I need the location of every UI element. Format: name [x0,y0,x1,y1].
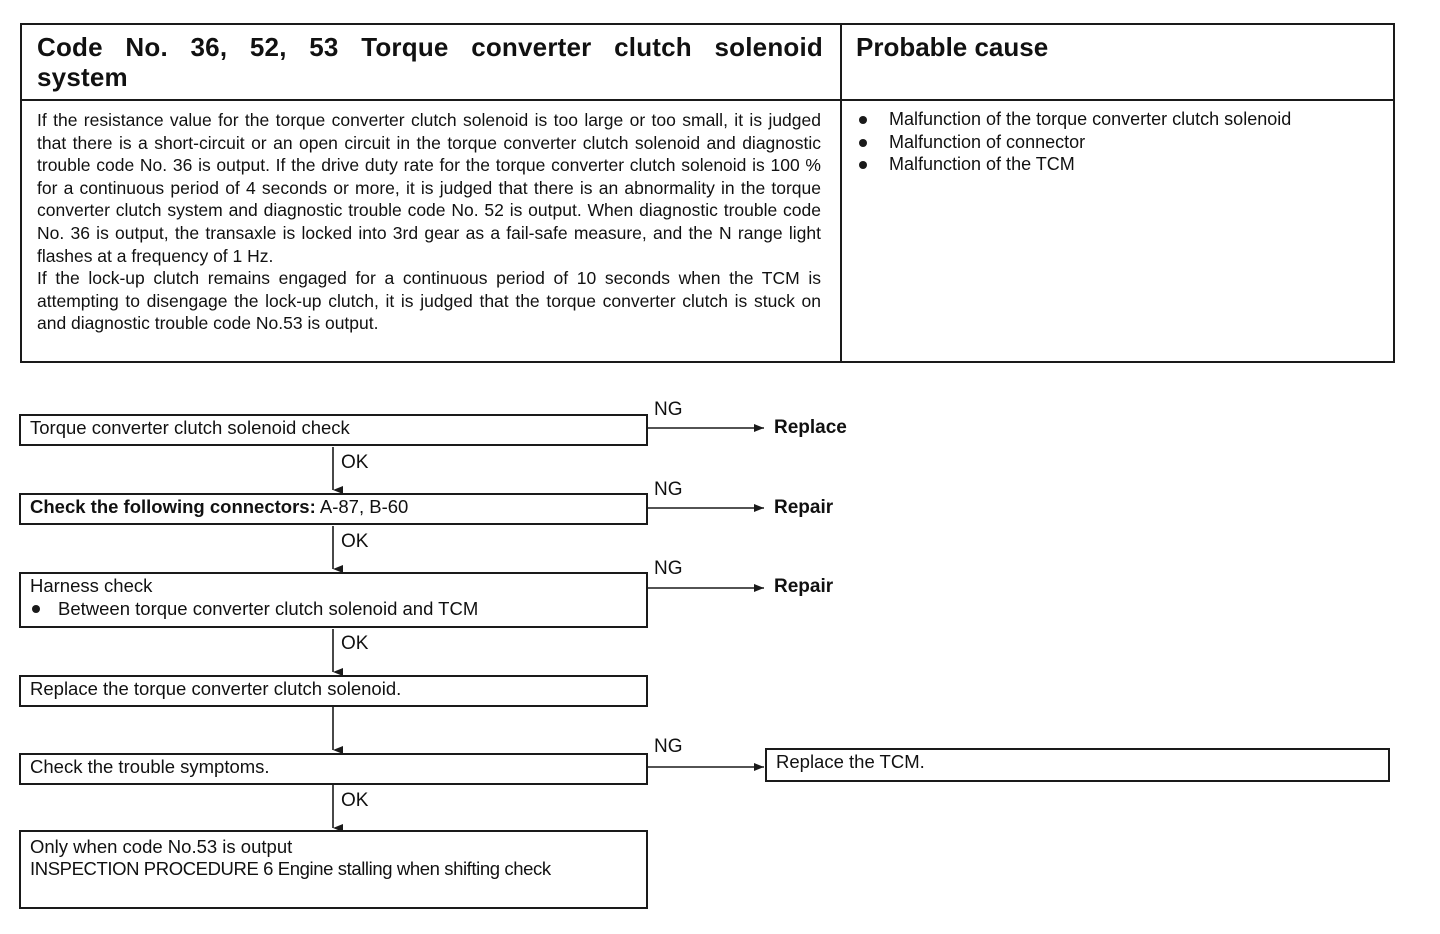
result-repair-2: Repair [774,576,834,597]
step-replace-solenoid [19,675,648,707]
code-title-line1: Code No. 36, 52, 53 Torque converter clutch solenoid [37,32,823,62]
ok-label-5: OK [341,790,369,811]
description-paragraph-2: If the lock-up clutch remains engaged for a continuous period of 10 seconds when the TCM is attempting to disengage the lock-up clutch, it is judged that the torque converter clutch is stuck on and diagnostic trouble code No.53 is output. [37,268,821,334]
step-harness-check-title: Harness check [30,575,153,596]
result-replace-tcm-text: Replace the TCM. [776,751,925,772]
ng-label-3: NG [654,558,683,579]
step-replace-solenoid-text: Replace the torque converter clutch solenoid. [30,678,402,699]
result-repair-1: Repair [774,497,834,518]
probable-cause-header: Probable cause [856,32,1049,62]
step-harness-check [19,572,648,628]
result-replace: Replace [774,417,847,438]
ng-label-5: NG [654,736,683,757]
ok-label-3: OK [341,633,369,654]
cause-item: Malfunction of the torque converter clutch solenoid [856,108,1381,131]
step-connector-check-bold: Check the following connectors: [30,496,316,517]
step-solenoid-check [19,414,648,446]
ok-label-1: OK [341,452,369,473]
step-solenoid-check-text: Torque converter clutch solenoid check [30,417,350,438]
ng-label-2: NG [654,479,683,500]
ng-label-1: NG [654,399,683,420]
ok-label-2: OK [341,531,369,552]
code-title-line2: system [37,62,128,92]
step-harness-check-bullet-row [30,598,637,620]
cause-item: Malfunction of connector [856,131,1381,154]
step-harness-check-bullet: Between torque converter clutch solenoid and TCM [58,598,479,619]
step-engine-stall-reference-line1: Only when code No.53 is output [30,836,293,857]
step-trouble-symptoms [19,753,648,785]
step-connector-check-text: A-87, B-60 [315,496,409,517]
result-replace-tcm [765,748,1390,782]
description-paragraph-1: If the resistance value for the torque converter clutch solenoid is too large or too small, it is judged that there is a short-circuit or an open circuit in the torque converter clutch solenoid and diagnostic trouble code No. 36 is output. If the drive duty rate for the torque converter clutch solenoid is 100 % for a continuous period of 4 seconds or more, it is judged that there is an abnormality in the torque converter clutch system and diagnostic trouble code No. 52 is output. When diagnostic trouble code No. 36 is output, the transaxle is locked into 3rd gear as a fail-safe measure, and the N range light flashes at a frequency of 1 Hz. [37,110,821,266]
bullet-icon [32,605,40,613]
step-connector-check [19,493,648,525]
step-engine-stall-reference-line2: INSPECTION PROCEDURE 6 Engine stalling when shifting check [30,858,551,879]
step-trouble-symptoms-text: Check the trouble symptoms. [30,756,270,777]
step-engine-stall-reference [19,830,648,909]
cause-item: Malfunction of the TCM [856,153,1381,176]
